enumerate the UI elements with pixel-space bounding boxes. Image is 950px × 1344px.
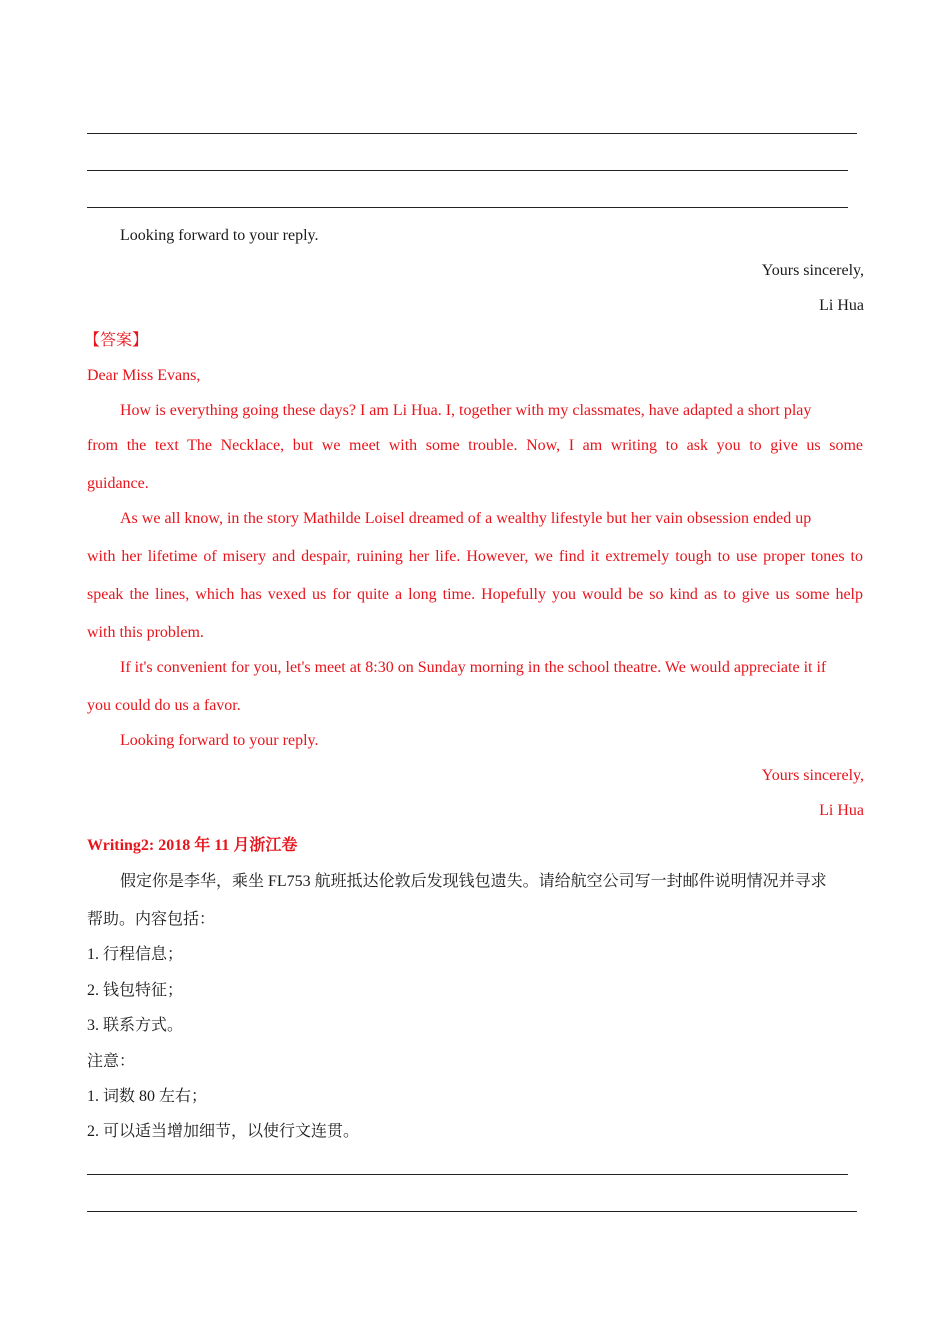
writing2-item: 3. 联系方式。 (87, 1017, 184, 1034)
question-signoff: Yours sincerely, (761, 262, 864, 279)
answer-salutation: Dear Miss Evans, (87, 367, 201, 384)
answer-paragraph-2-line: with this problem. (87, 624, 204, 641)
answer-paragraph-3-line: If it's convenient for you, let's meet at 8:30 on Sunday morning in the school theatre. We would appreciate it if (120, 659, 827, 676)
question-name: Li Hua (819, 297, 864, 314)
answer-signoff: Yours sincerely, (761, 767, 864, 784)
answer-paragraph-1-line: How is everything going these days? I am Li Hua. I, together with my classmates, have adapted a short play (120, 402, 812, 419)
writing2-prompt-line: 帮助。内容包括： (87, 911, 216, 928)
writing2-notes-label: 注意： (87, 1053, 136, 1070)
answer-blank-line (87, 207, 848, 208)
answer-paragraph-3-line: you could do us a favor. (87, 697, 241, 714)
answer-paragraph-2-line: with her lifetime of misery and despair, ruining her life. However, we find it extremely tough to use proper tones to (87, 548, 863, 565)
answer-blank-line (87, 133, 857, 134)
question-closing: Looking forward to your reply. (120, 227, 319, 244)
answer-name: Li Hua (819, 802, 864, 819)
writing2-heading: Writing2: 2018 年 11 月浙江卷 (87, 837, 298, 854)
answer-paragraph-2-line: As we all know, in the story Mathilde Loisel dreamed of a wealthy lifestyle but her vain obsession ended up (120, 510, 812, 527)
answer-blank-line (87, 170, 848, 171)
writing2-item: 2. 钱包特征； (87, 982, 184, 999)
answer-paragraph-2-line: speak the lines, which has vexed us for quite a long time. Hopefully you would be so kind as to give us some help (87, 586, 863, 603)
answer-blank-line (87, 1211, 857, 1212)
answer-label: 【答案】 (84, 332, 149, 349)
writing2-note: 1. 词数 80 左右； (87, 1088, 208, 1105)
writing2-item: 1. 行程信息； (87, 946, 184, 963)
answer-paragraph-1-line: from the text The Necklace, but we meet with some trouble. Now, I am writing to ask you to give us some (87, 437, 863, 454)
answer-blank-line (87, 1174, 848, 1175)
writing2-prompt-line: 假定你是李华，乘坐 FL753 航班抵达伦敦后发现钱包遗失。请给航空公司写一封邮件说明情况并寻求 (120, 873, 827, 890)
answer-paragraph-1-line: guidance. (87, 475, 149, 492)
answer-closing: Looking forward to your reply. (120, 732, 319, 749)
writing2-note: 2. 可以适当增加细节，以使行文连贯。 (87, 1123, 360, 1140)
